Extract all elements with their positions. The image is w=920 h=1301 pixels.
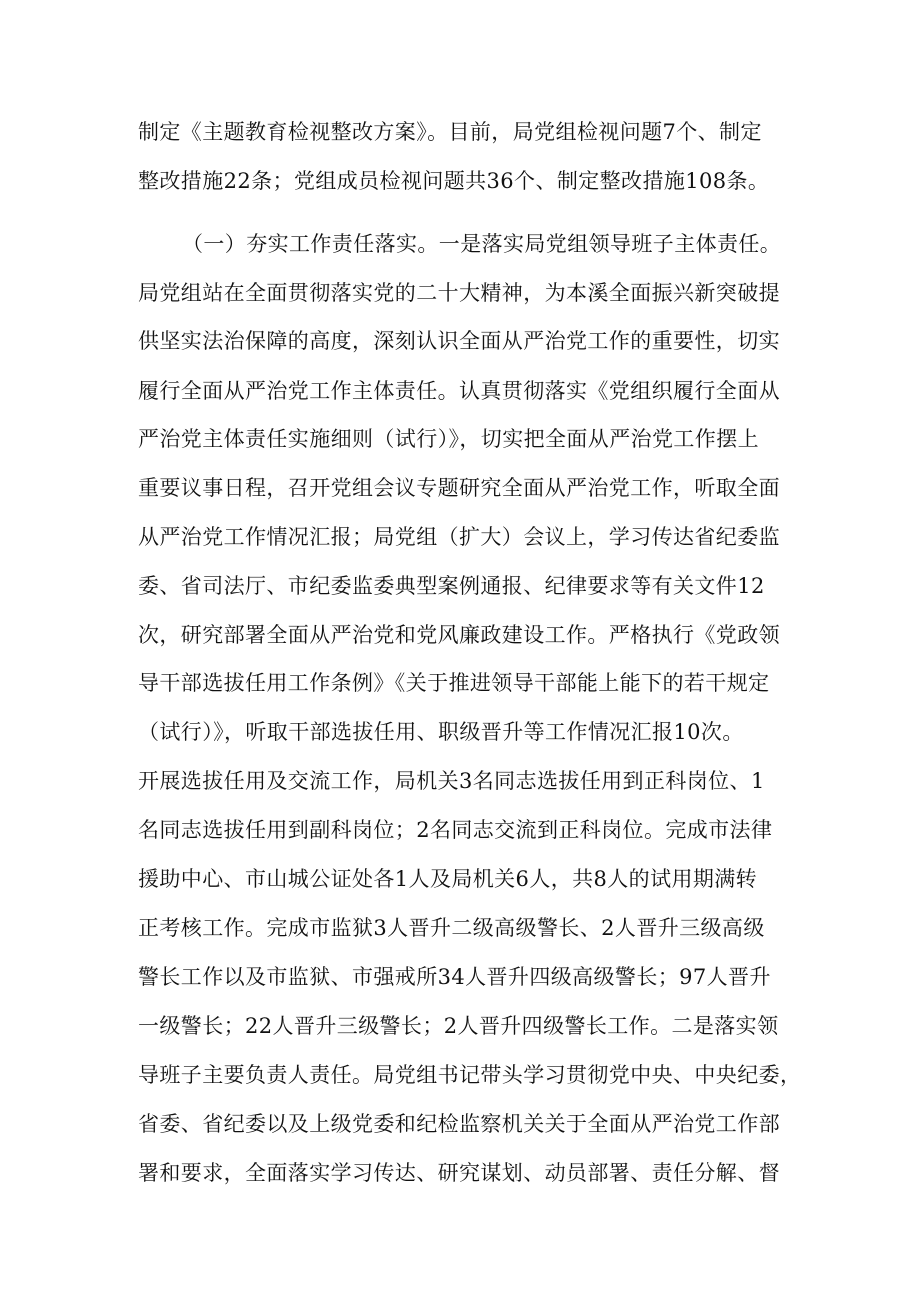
paragraph-line: 名同志选拔任用到副科岗位；2名同志交流到正科岗位。完成市法律 xyxy=(138,818,773,842)
paragraph-line: 制定《主题教育检视整改方案》。目前，局党组检视问题7个、制定 xyxy=(138,120,762,144)
paragraph-line: 委、省司法厅、市纪委监委典型案例通报、纪律要求等有关文件12 xyxy=(138,574,765,598)
paragraph-line: 警长工作以及市监狱、市强戒所34人晋升四级高级警长；97人晋升 xyxy=(138,965,771,989)
paragraph-line: （试行）》，听取干部选拔任用、职级晋升等工作情况汇报10次。 xyxy=(138,720,744,744)
paragraph-line: 次，研究部署全面从严治党和党风廉政建设工作。严格执行《党政领 xyxy=(138,623,780,647)
paragraph-line: 正考核工作。完成市监狱3人晋升二级高级警长、2人晋升三级高级 xyxy=(138,916,765,940)
paragraph-line: 严治党主体责任实施细则（试行）》，切实把全面从严治党工作摆上 xyxy=(138,427,759,451)
paragraph-line: 局党组站在全面贯彻落实党的二十大精神，为本溪全面振兴新突破提 xyxy=(138,281,780,305)
section-heading-line: （一）夯实工作责任落实。一是落实局党组领导班子主体责任。 xyxy=(182,232,782,256)
paragraph-line: 开展选拔任用及交流工作，局机关3名同志选拔任用到正科岗位、1 xyxy=(138,769,765,793)
paragraph-line: 整改措施22条；党组成员检视问题共36个、制定整改措施108条。 xyxy=(138,169,770,193)
paragraph-line: 援助中心、市山城公证处各1人及局机关6人，共8人的试用期满转 xyxy=(138,867,758,891)
paragraph-line: 署和要求，全面落实学习传达、研究谋划、动员部署、责任分解、督 xyxy=(138,1161,780,1185)
paragraph-line: 履行全面从严治党工作主体责任。认真贯彻落实《党组织履行全面从 xyxy=(138,379,780,403)
paragraph-line: 重要议事日程，召开党组会议专题研究全面从严治党工作，听取全面 xyxy=(138,476,780,500)
paragraph-line: 省委、省纪委以及上级党委和纪检监察机关关于全面从严治党工作部 xyxy=(138,1112,780,1136)
paragraph-line: 供坚实法治保障的高度，深刻认识全面从严治党工作的重要性，切实 xyxy=(138,329,780,353)
paragraph-line: 导班子主要负责人责任。局党组书记带头学习贯彻党中央、中央纪委， xyxy=(138,1063,802,1087)
paragraph-line: 导干部选拔任用工作条例》《关于推进领导干部能上能下的若干规定 xyxy=(138,671,770,695)
paragraph-line: 从严治党工作情况汇报；局党组（扩大）会议上，学习传达省纪委监 xyxy=(138,525,780,549)
paragraph-line: 一级警长；22人晋升三级警长；2人晋升四级警长工作。二是落实领 xyxy=(138,1014,779,1038)
